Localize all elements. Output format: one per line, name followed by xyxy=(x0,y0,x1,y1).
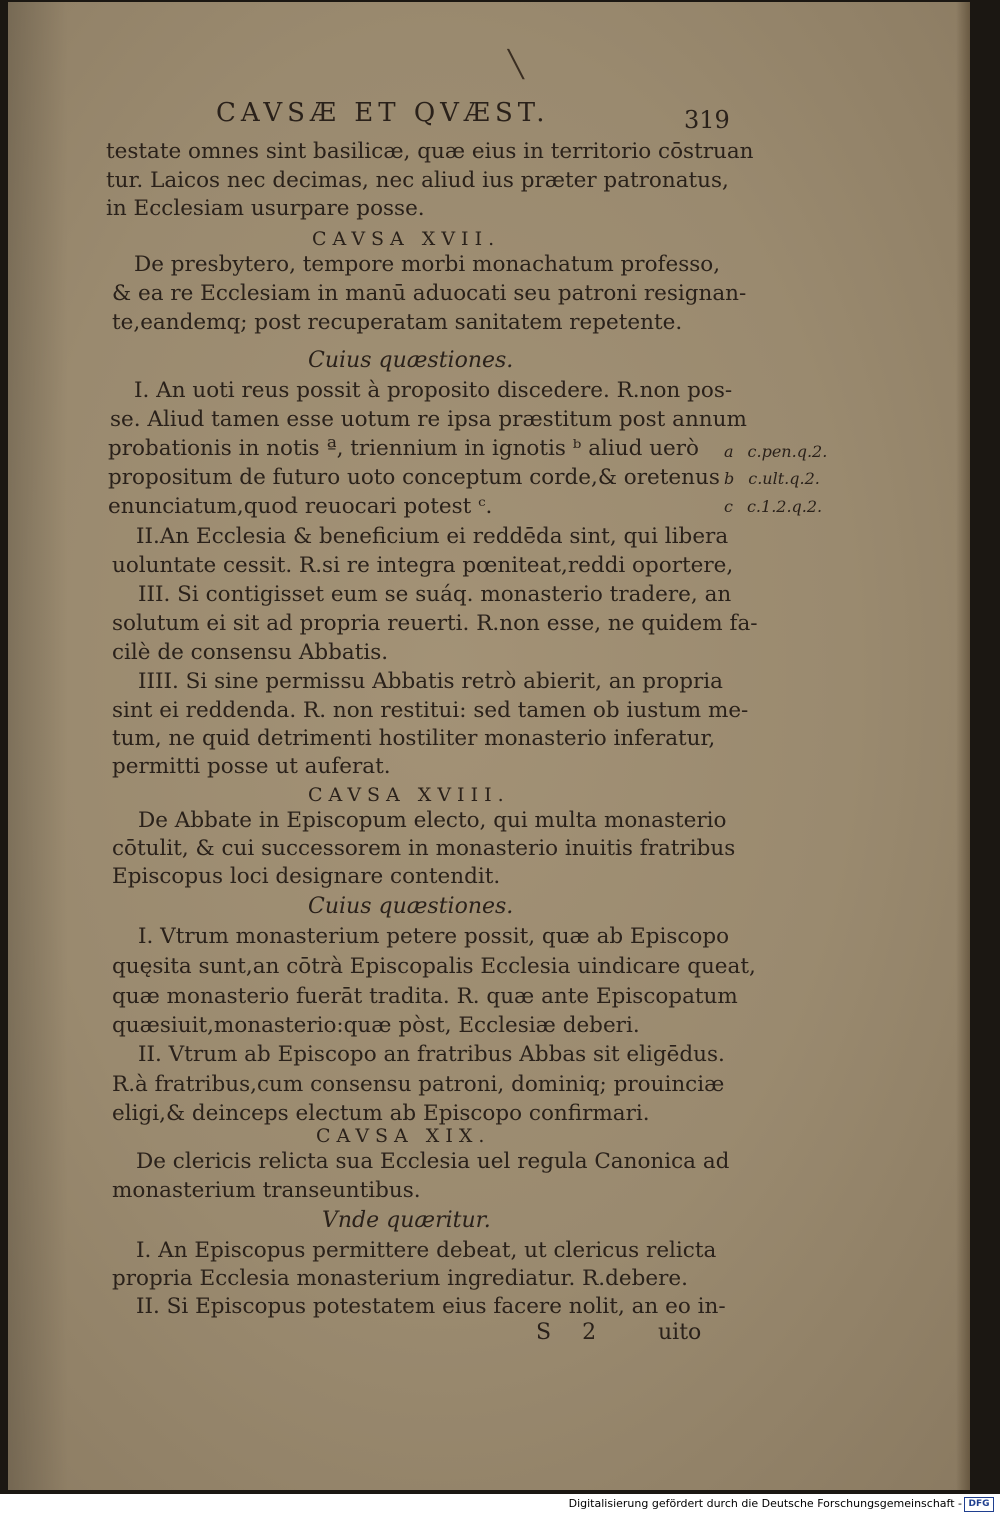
section-heading: Vnde quæritur. xyxy=(322,1208,491,1233)
causa-heading: CAVSA XIX. xyxy=(316,1125,491,1147)
text-line: II.An Ecclesia & beneficium ei reddēda sint, qui libera xyxy=(136,524,729,549)
pen-mark: ╲ xyxy=(508,50,524,80)
text-line: sint ei reddenda. R. non restitui: sed tamen ob iustum me- xyxy=(112,698,749,723)
text-line: cilè de consensu Abbatis. xyxy=(112,640,389,665)
book-page xyxy=(8,2,970,1490)
text-line: uoluntate cessit. R.si re integra pœniteat,reddi oportere, xyxy=(112,553,734,578)
text-line: quęsita sunt,an cōtrà Episcopalis Ecclesia uindicare queat, xyxy=(112,954,756,979)
text-line: tum, ne quid detrimenti hostiliter monasterio inferatur, xyxy=(112,726,716,751)
text-line: te,eandemq; post recuperatam sanitatem repetente. xyxy=(112,310,683,335)
text-line: I. An uoti reus possit à proposito discedere. R.non pos- xyxy=(134,378,733,403)
text-line: De clericis relicta sua Ecclesia uel regula Canonica ad xyxy=(136,1149,730,1174)
page-number: 319 xyxy=(684,106,730,134)
signature-mark: S 2 xyxy=(536,1320,609,1345)
text-line: propria Ecclesia monasterium ingrediatur. R.debere. xyxy=(112,1266,688,1291)
text-line: tur. Laicos nec decimas, nec aliud ius præter patronatus, xyxy=(106,168,729,193)
text-line: III. Si contigisset eum se suáq. monasterio tradere, an xyxy=(138,582,732,607)
footer-credit: Digitalisierung gefördert durch die Deutsche Forschungsgemeinschaft - xyxy=(568,1497,962,1510)
running-title: CAVSÆ ET QVÆST. xyxy=(216,98,550,128)
text-line: monasterium transeuntibus. xyxy=(112,1178,421,1203)
text-line: I. An Episcopus permittere debeat, ut clericus relicta xyxy=(136,1238,717,1263)
text-line: De Abbate in Episcopum electo, qui multa monasterio xyxy=(138,808,727,833)
text-line: De presbytero, tempore morbi monachatum professo, xyxy=(134,252,721,277)
text-line: & ea re Ecclesiam in manū aduocati seu patroni resignan- xyxy=(112,281,747,306)
text-line: enunciatum,quod reuocari potest ᶜ. xyxy=(108,494,493,519)
text-line: permitti posse ut auferat. xyxy=(112,754,391,779)
text-line: II. Si Episcopus potestatem eius facere nolit, an eo in- xyxy=(136,1294,726,1319)
text-line: R.à fratribus,cum consensu patroni, dominiq; prouinciæ xyxy=(112,1072,725,1097)
text-line: eligi,& deinceps electum ab Episcopo confirmari. xyxy=(112,1101,650,1126)
text-line: I. Vtrum monasterium petere possit, quæ ab Episcopo xyxy=(138,924,730,949)
catchword: uito xyxy=(658,1320,702,1345)
causa-heading: CAVSA XVII. xyxy=(312,228,501,250)
margin-note-a: a c.pen.q.2. xyxy=(724,442,828,461)
text-line: solutum ei sit ad propria reuerti. R.non esse, ne quidem fa- xyxy=(112,611,758,636)
footer-bar xyxy=(0,1494,1000,1514)
margin-note-c: c c.1.2.q.2. xyxy=(724,497,823,516)
dfg-logo: DFG xyxy=(964,1497,994,1512)
causa-heading: CAVSA XVIII. xyxy=(308,784,510,806)
text-line: probationis in notis ª, triennium in ignotis ᵇ aliud uerò xyxy=(108,436,699,461)
section-heading: Cuius quæstiones. xyxy=(308,894,514,919)
text-line: in Ecclesiam usurpare posse. xyxy=(106,196,425,221)
text-line: testate omnes sint basilicæ, quæ eius in territorio cōstruan xyxy=(106,139,754,164)
text-line: quæ monasterio fuerāt tradita. R. quæ ante Episcopatum xyxy=(112,984,738,1009)
text-line: propositum de futuro uoto conceptum corde,& oretenus xyxy=(108,465,720,490)
text-line: cōtulit, & cui successorem in monasterio inuitis fratribus xyxy=(112,836,736,861)
text-line: II. Vtrum ab Episcopo an fratribus Abbas sit eligēdus. xyxy=(138,1042,725,1067)
text-line: Episcopus loci designare contendit. xyxy=(112,864,501,889)
text-line: IIII. Si sine permissu Abbatis retrò abierit, an propria xyxy=(138,669,723,694)
margin-note-b: b c.ult.q.2. xyxy=(724,469,820,488)
text-line: quæsiuit,monasterio:quæ pòst, Ecclesiæ deberi. xyxy=(112,1013,640,1038)
section-heading: Cuius quæstiones. xyxy=(308,348,514,373)
text-line: se. Aliud tamen esse uotum re ipsa præstitum post annum xyxy=(110,407,747,432)
